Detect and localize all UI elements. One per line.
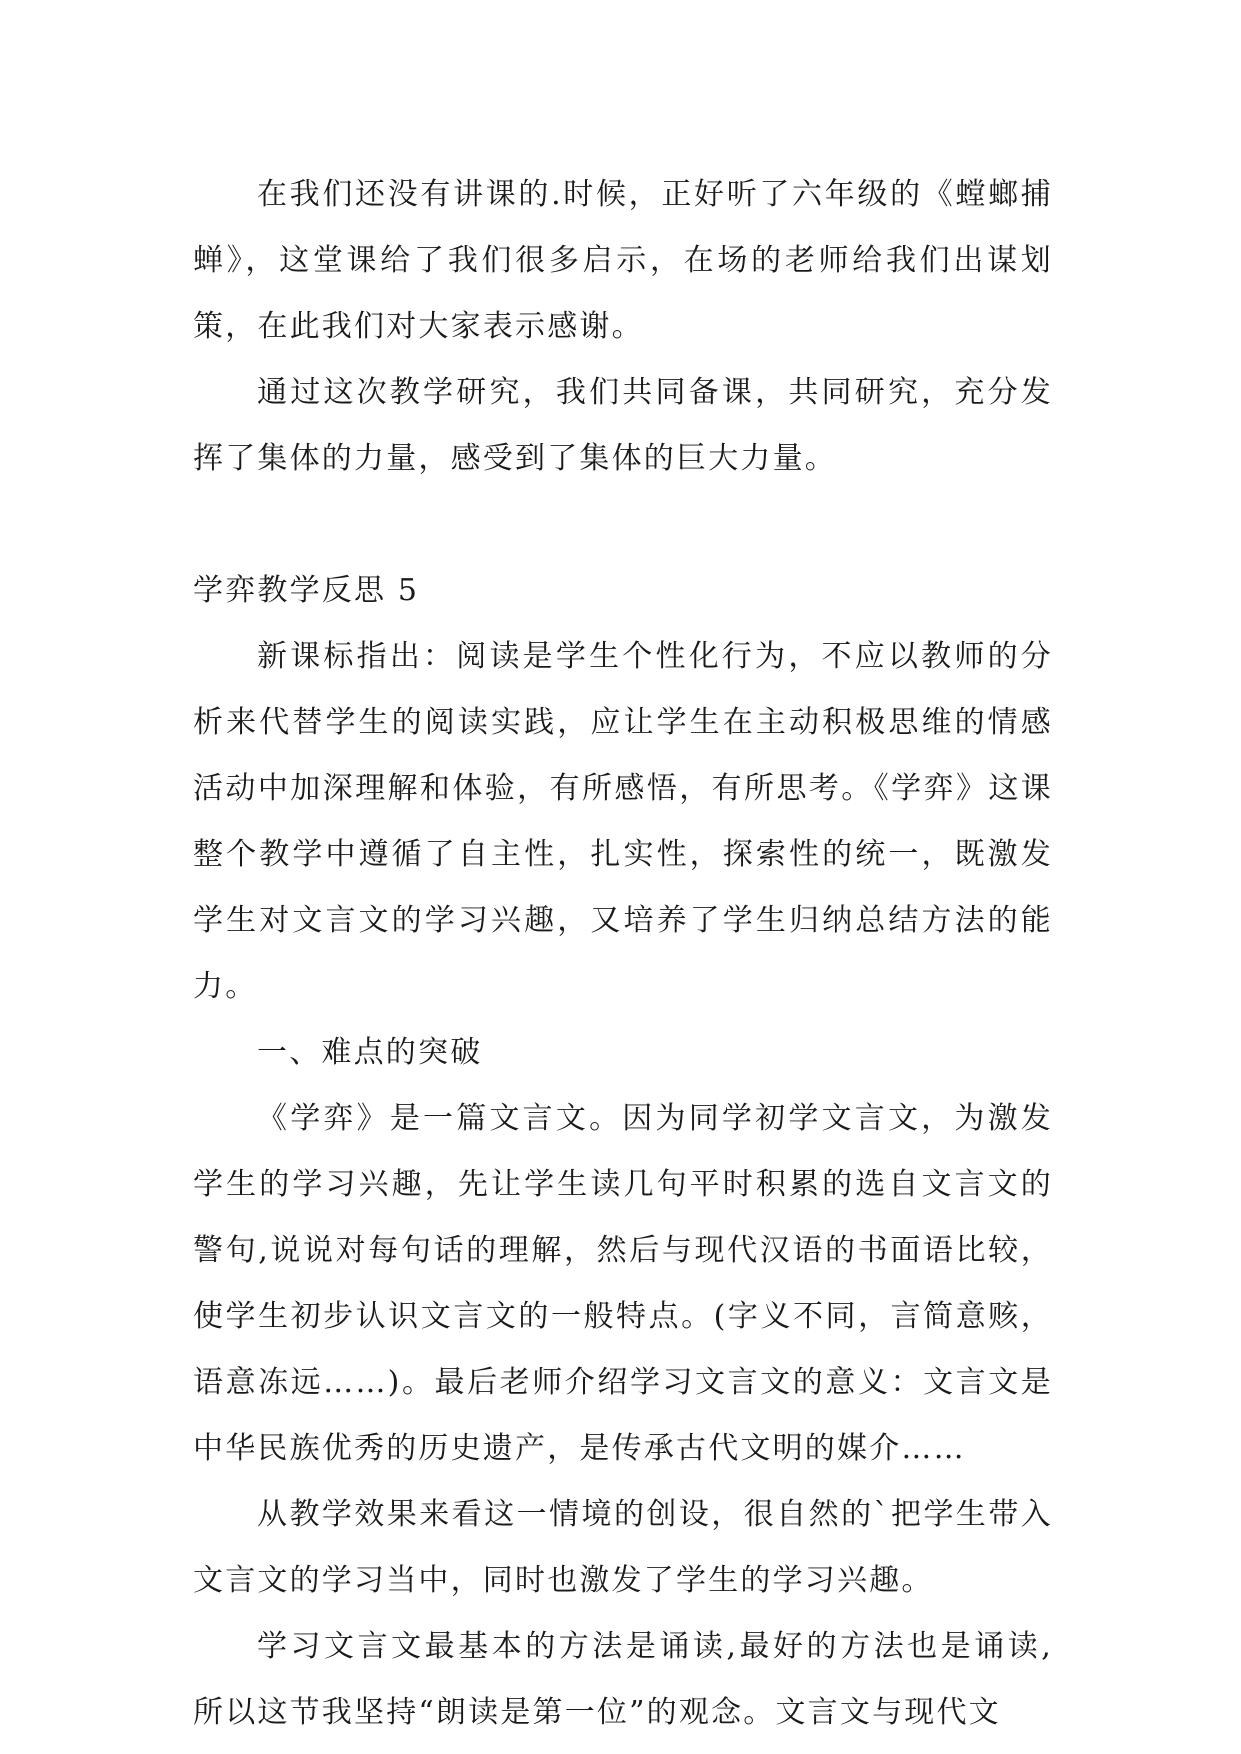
- intro-paragraph: 新课标指出：阅读是学生个性化行为，不应以教师的分析来代替学生的阅读实践，应让学生在主动积极思维的情感活动中加深理解和体验，有所感悟，有所思考。《学弈》这课整个教学中遵循了自主性，扎实性，探索性的统一，既激发学生对文言文的学习兴趣，又培养了学生归纳总结方法的能力。: [193, 639, 1053, 1004]
- paragraph-2: 通过这次教学研究，我们共同备课，共同研究，充分发挥了集体的力量，感受到了集体的巨大力量。: [193, 375, 1053, 476]
- paragraph-1: 在我们还没有讲课的.时候，正好听了六年级的《螳螂捕蝉》，这堂课给了我们很多启示，在场的老师给我们出谋划策，在此我们对大家表示感谢。: [193, 177, 1053, 344]
- paragraph-5: 学习文言文最基本的方法是诵读,最好的方法也是诵读,所以这节我坚持“朗读是第一位”的观念。文言文与现代文: [193, 1629, 1053, 1730]
- paragraph-4: 从教学效果来看这一情境的创设，很自然的`把学生带入文言文的学习当中，同时也激发了学生的学习兴趣。: [193, 1497, 1053, 1598]
- subsection-title: 一、难点的突破: [257, 1035, 483, 1070]
- document-body: [193, 162, 1053, 1746]
- section-heading: 学弈教学反思 5: [193, 573, 420, 608]
- paragraph-3: 《学弈》是一篇文言文。因为同学初学文言文，为激发学生的学习兴趣，先让学生读几句平时积累的选自文言文的警句,说说对每句话的理解，然后与现代汉语的书面语比较，使学生初步认识文言文的一般特点。(字义不同，言简意赅，语意冻远……)。最后老师介绍学习文言文的意义：文言文是中华民族优秀的历史遗产，是传承古代文明的媒介……: [193, 1101, 1053, 1466]
